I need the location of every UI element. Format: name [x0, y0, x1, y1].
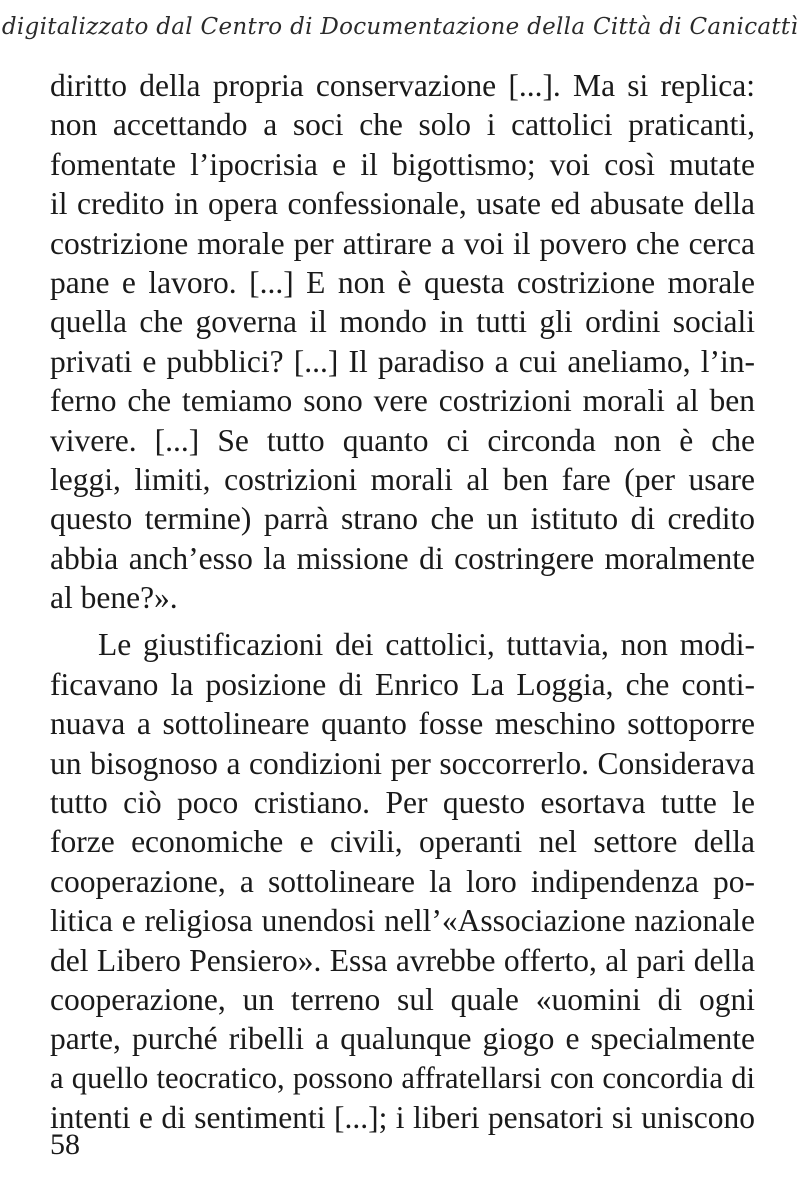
- text-line: tutto ciò poco cristiano. Per questo esortava tutte le: [50, 785, 755, 821]
- text-line: privati e pubblici? [...] Il paradiso a cui aneliamo, l’in-: [50, 343, 755, 379]
- paragraph-1: [50, 66, 755, 617]
- text-line: non accettando a soci che solo i cattolici praticanti,: [50, 107, 755, 143]
- text-line: del Libero Pensiero». Essa avrebbe offerto, al pari della: [50, 942, 755, 978]
- text-line: leggi, limiti, costrizioni morali al ben fare (per usare: [50, 461, 755, 497]
- text-line: questo termine) parrà strano che un istituto di credito: [50, 501, 755, 537]
- text-line: ferno che temiamo sono vere costrizioni morali al ben: [50, 383, 755, 419]
- body-text: [50, 66, 755, 1138]
- text-line: costrizione morale per attirare a voi il povero che cerca: [50, 225, 755, 261]
- page-number: 58: [50, 1128, 80, 1161]
- digitization-watermark: digitalizzato dal Centro di Documentazione della Città di Canicattì: [1, 14, 799, 40]
- text-line: nuava a sottolineare quanto fosse meschino sottoporre: [50, 706, 755, 742]
- text-line: abbia anch’esso la missione di costringere moralmente: [50, 540, 755, 576]
- text-line: quella che governa il mondo in tutti gli ordini sociali: [50, 304, 755, 340]
- text-line: ficavano la posizione di Enrico La Loggia, che conti-: [50, 666, 755, 702]
- text-line: vivere. [...] Se tutto quanto ci circonda non è che: [50, 422, 755, 458]
- text-line: pane e lavoro. [...] E non è questa costrizione morale: [50, 264, 755, 300]
- text-line: Le giustificazioni dei cattolici, tuttavia, non modi-: [98, 627, 755, 663]
- text-line: un bisognoso a condizioni per soccorrerlo. Considerava: [50, 745, 755, 781]
- text-line: cooperazione, un terreno sul quale «uomini di ogni: [50, 981, 755, 1017]
- text-line: diritto della propria conservazione [...]. Ma si replica:: [50, 68, 755, 103]
- text-line: il credito in opera confessionale, usate ed abusate della: [50, 186, 755, 222]
- text-line: parte, purché ribelli a qualunque giogo e specialmente: [50, 1021, 755, 1057]
- text-line: litica e religiosa unendosi nell’«Associazione nazionale: [50, 903, 755, 939]
- text-line: intenti e di sentimenti [...]; i liberi pensatori si uniscono: [50, 1100, 755, 1136]
- text-line: forze economiche e civili, operanti nel settore della: [50, 824, 755, 860]
- text-line: a quello teocratico, possono affratellarsi con concordia di: [50, 1060, 755, 1095]
- text-line: fomentate l’ipocrisia e il bigottismo; voi così mutate: [50, 146, 755, 182]
- text-line: al bene?».: [50, 580, 178, 616]
- paragraph-2: [50, 625, 755, 1137]
- text-line: cooperazione, a sottolineare la loro indipendenza po-: [50, 863, 755, 899]
